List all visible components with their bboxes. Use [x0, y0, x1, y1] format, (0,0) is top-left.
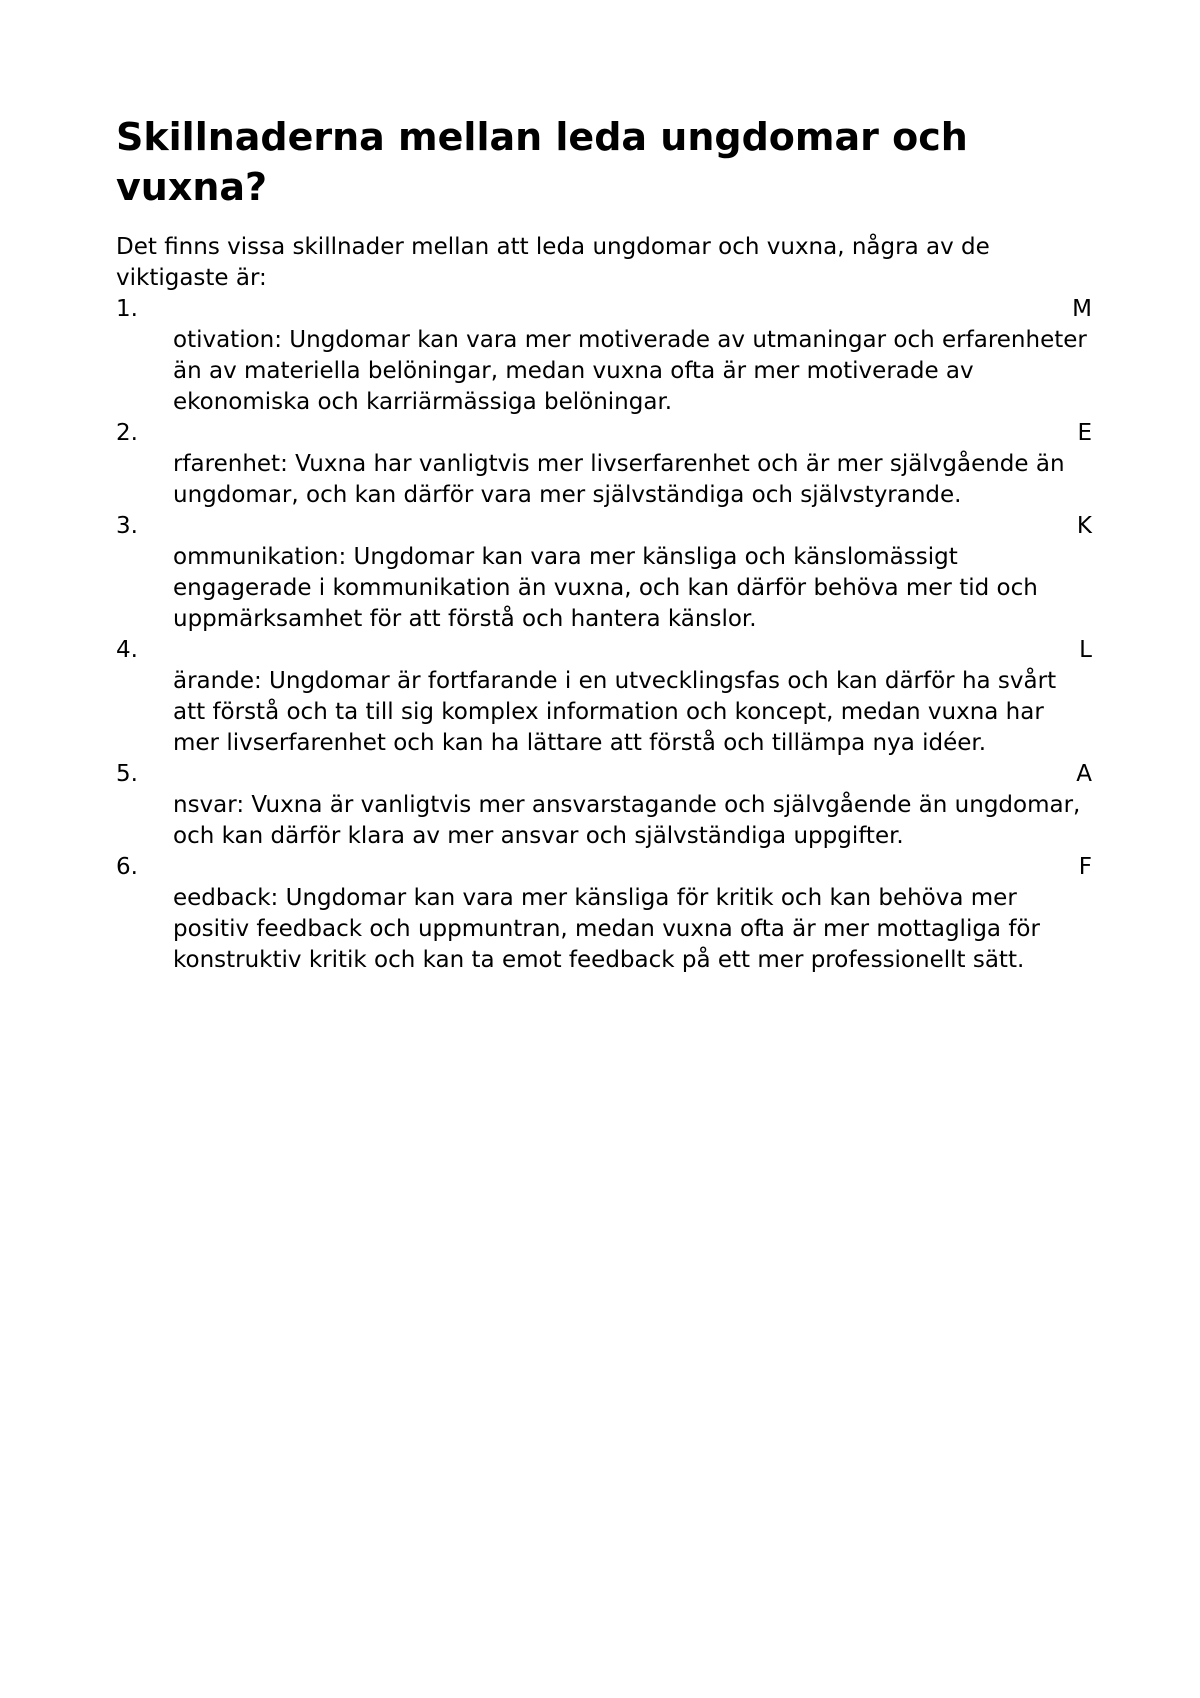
- list-item-initial: E: [1077, 420, 1092, 446]
- list-item-initial: A: [1076, 761, 1092, 787]
- list-item-number: 6.: [116, 854, 138, 880]
- document-title: Skillnaderna mellan leda ungdomar och vuxna?: [116, 115, 968, 209]
- list-item-number: 5.: [116, 761, 138, 787]
- list-item: [116, 852, 1092, 976]
- list-item-text: nsvar: Vuxna är vanligtvis mer ansvarstagande och självgående än ungdomar, och kan därför klara av mer ansvar och självständiga uppgifter.: [173, 792, 1081, 849]
- list-item-text: rfarenhet: Vuxna har vanligtvis mer livserfarenhet och är mer självgående än ungdomar, och kan därför vara mer självständiga och självstyrande.: [173, 451, 1065, 508]
- list-item-number: 3.: [116, 513, 138, 539]
- list-item-head: [116, 759, 1092, 790]
- list-item-text: otivation: Ungdomar kan vara mer motiverade av utmaningar och erfarenheter än av materiella belöningar, medan vuxna ofta är mer motiverade av ekonomiska och karriärmässiga belöningar.: [173, 327, 1087, 415]
- list-item-text: ommunikation: Ungdomar kan vara mer känsliga och känslomässigt engagerade i kommunikation än vuxna, och kan därför behöva mer tid och uppmärksamhet för att förstå och hantera känslor.: [173, 544, 1038, 632]
- list-item-head: [116, 294, 1092, 325]
- list-item-head: [116, 418, 1092, 449]
- list-item-number: 2.: [116, 420, 138, 446]
- list-item-head: [116, 635, 1092, 666]
- list-item-initial: L: [1079, 637, 1092, 663]
- document-page: [116, 112, 1092, 976]
- list-item: [116, 759, 1092, 852]
- list-item-text: ärande: Ungdomar är fortfarande i en utvecklingsfas och kan därför ha svårt att förstå och ta till sig komplex information och koncept, medan vuxna har mer livserfarenhet och kan ha lättare att förstå och tillämpa nya idéer.: [173, 668, 1057, 756]
- list-item-number: 4.: [116, 637, 138, 663]
- list-item-initial: K: [1076, 513, 1092, 539]
- list-item: [116, 635, 1092, 759]
- list-item: [116, 511, 1092, 635]
- list-item-initial: M: [1072, 296, 1092, 322]
- differences-list: [116, 294, 1092, 976]
- list-item-head: [116, 511, 1092, 542]
- list-item-number: 1.: [116, 296, 138, 322]
- list-item-initial: F: [1078, 854, 1092, 880]
- list-item: [116, 294, 1092, 418]
- list-item-text: eedback: Ungdomar kan vara mer känsliga för kritik och kan behöva mer positiv feedback och uppmuntran, medan vuxna ofta är mer mottagliga för konstruktiv kritik och kan ta emot feedback på ett mer professionellt sätt.: [173, 885, 1040, 973]
- list-item: [116, 418, 1092, 511]
- list-item-head: [116, 852, 1092, 883]
- intro-paragraph: Det finns vissa skillnader mellan att leda ungdomar och vuxna, några av de viktigaste är:: [116, 234, 990, 291]
